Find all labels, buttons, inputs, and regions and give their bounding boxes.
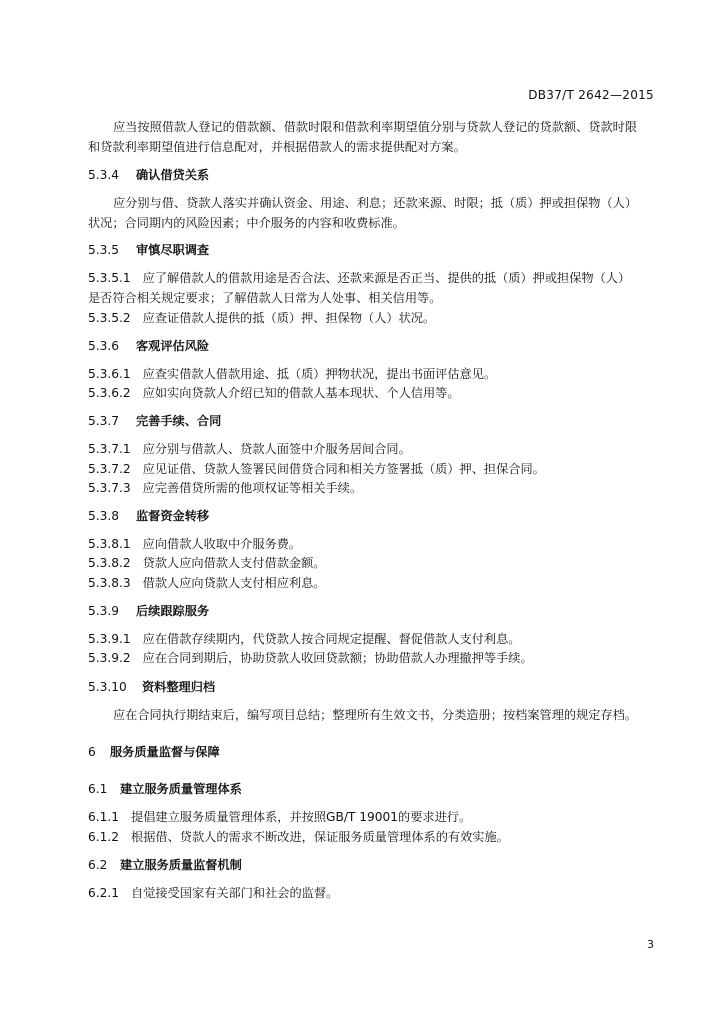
clause: [88, 534, 658, 554]
section-title: 监督资金转移: [136, 509, 210, 523]
clause-text: 应在合同到期后，协助贷款人收回贷款额；协助借款人办理撤押等手续。: [142, 651, 533, 665]
clause: [88, 364, 658, 384]
paragraph-line: 应当按照借款人登记的借款额、借款时限和借款利率期望值分别与贷款人登记的贷款额、贷款时限: [113, 120, 638, 134]
clause: [88, 268, 658, 288]
section-number: 5.3.6: [88, 339, 120, 353]
section-number: 5.3.5: [88, 243, 120, 257]
section-number: 5.3.8: [88, 509, 120, 523]
clause: [88, 573, 658, 593]
section-title: 后续跟踪服务: [136, 604, 210, 618]
section-title: 资料整理归档: [142, 680, 216, 694]
clause: [88, 459, 658, 479]
clause: [88, 807, 658, 827]
paragraph-line: 是否符合相关规定要求；了解借款人日常为人处事、相关信用等。: [88, 291, 442, 305]
clause: [88, 553, 658, 573]
clause-number: 5.3.6.1: [88, 367, 131, 381]
clause-number: 6.2.1: [88, 886, 120, 900]
clause-text: 提倡建立服务质量管理体系，并按照GB/T 19001的要求进行。: [131, 810, 472, 824]
section-heading: [88, 677, 658, 697]
clause: [88, 827, 658, 847]
section-number: 5.3.7: [88, 414, 120, 428]
chapter-heading: [88, 742, 658, 762]
clause-number: 5.3.7.3: [88, 481, 131, 495]
section-heading: [88, 855, 658, 875]
clause-text: 应了解借款人的借款用途是否合法、还款来源是否正当、提供的抵（质）押或担保物（人）: [142, 271, 631, 285]
clause-number: 5.3.5.1: [88, 271, 131, 285]
clause: [88, 629, 658, 649]
paragraph-line: 和贷款利率期望值进行信息配对，并根据借款人的需求提供配对方案。: [88, 140, 466, 154]
clause-text: 自觉接受国家有关部门和社会的监督。: [131, 886, 339, 900]
section-heading: [88, 240, 658, 260]
clause-text: 贷款人应向借款人支付借款金额。: [142, 556, 326, 570]
section-title: 完善手续、合同: [136, 414, 222, 428]
section-number: 5.3.4: [88, 168, 120, 182]
page-number: 3: [647, 938, 654, 951]
section-number: 6.1: [88, 782, 108, 796]
clause-text: 应完善借贷所需的他项权证等相关手续。: [142, 481, 363, 495]
clause: [88, 308, 658, 328]
clause: [88, 648, 658, 668]
section-number: 5.3.10: [88, 680, 127, 694]
clause-text: 借款人应向贷款人支付相应利息。: [142, 576, 326, 590]
paragraph-line: 状况；合同期内的风险因素；中介服务的内容和收费标准。: [88, 216, 405, 230]
section-title: 建立服务质量管理体系: [120, 782, 242, 796]
standard-code: DB37/T 2642—2015: [528, 88, 654, 102]
section-heading: [88, 601, 658, 621]
clause: [88, 478, 658, 498]
paragraph-line: 应分别与借、贷款人落实并确认资金、用途、利息；还款来源、时限；抵（质）押或担保物（人）: [113, 196, 638, 210]
clause-text: 应分别与借款人、贷款人面签中介服务居间合同。: [142, 442, 411, 456]
clause-text: 应见证借、贷款人签署民间借贷合同和相关方签署抵（质）押、担保合同。: [142, 462, 545, 476]
section-heading: [88, 506, 658, 526]
clause-number: 5.3.7.1: [88, 442, 131, 456]
section-heading: [88, 779, 658, 799]
clause-text: 应在借款存续期内，代贷款人按合同规定提醒、督促借款人支付利息。: [142, 632, 521, 646]
section-number: 5.3.9: [88, 604, 120, 618]
clause-number: 5.3.6.2: [88, 386, 131, 400]
section-number: 6.2: [88, 858, 108, 872]
section-heading: [88, 165, 658, 185]
clause-text: 应查证借款人提供的抵（质）押、担保物（人）状况。: [142, 311, 436, 325]
clause-number: 5.3.5.2: [88, 311, 131, 325]
clause-number: 5.3.8.2: [88, 556, 131, 570]
section-title: 审慎尽职调查: [136, 243, 210, 257]
clause-number: 5.3.9.1: [88, 632, 131, 646]
paragraph-line: 应在合同执行期结束后，编写项目总结；整理所有生效文书，分类造册；按档案管理的规定存档。: [113, 708, 638, 722]
clause: [88, 383, 658, 403]
section-title: 建立服务质量监督机制: [120, 858, 242, 872]
chapter-number: 6: [88, 745, 96, 759]
clause-text: 根据借、贷款人的需求不断改进，保证服务质量管理体系的有效实施。: [131, 830, 509, 844]
clause-number: 5.3.7.2: [88, 462, 131, 476]
section-title: 确认借贷关系: [136, 168, 210, 182]
section-title: 客观评估风险: [136, 339, 210, 353]
clause: [88, 883, 658, 903]
section-heading: [88, 336, 658, 356]
chapter-title: 服务质量监督与保障: [110, 745, 220, 759]
clause-number: 6.1.1: [88, 810, 120, 824]
clause-number: 5.3.8.3: [88, 576, 131, 590]
clause-text: 应查实借款人借款用途、抵（质）押物状况，提出书面评估意见。: [142, 367, 497, 381]
clause-number: 6.1.2: [88, 830, 120, 844]
clause-number: 5.3.8.1: [88, 537, 131, 551]
clause-number: 5.3.9.2: [88, 651, 131, 665]
clause-text: 应向借款人收取中介服务费。: [142, 537, 302, 551]
section-heading: [88, 411, 658, 431]
clause: [88, 439, 658, 459]
clause-text: 应如实向贷款人介绍已知的借款人基本现状、个人信用等。: [142, 386, 460, 400]
